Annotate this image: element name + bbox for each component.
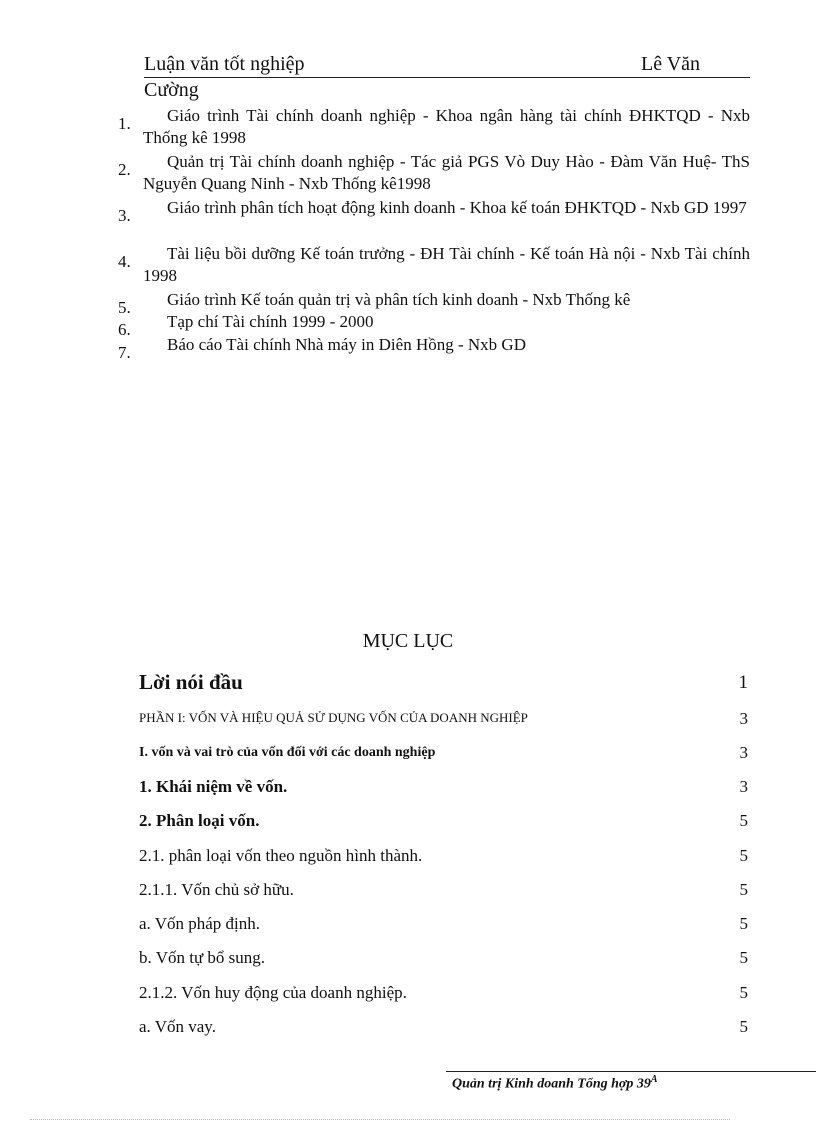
reference-number: 7. xyxy=(118,343,131,362)
reference-text: Tạp chí Tài chính 1999 - 2000 xyxy=(167,312,374,331)
toc-entry-label: 1. Khái niệm về vốn. xyxy=(139,777,288,796)
reference-text: Báo cáo Tài chính Nhà máy in Diên Hồng - Nxb GD xyxy=(167,335,526,354)
toc-entry-page: 5 xyxy=(739,914,748,933)
toc-entry-label: 2.1. phân loại vốn theo nguồn hình thành. xyxy=(139,846,423,865)
toc-entry-page: 3 xyxy=(739,743,748,762)
toc-entry-label: 2.1.1. Vốn chủ sở hữu. xyxy=(139,880,294,899)
page-footer xyxy=(452,1074,658,1093)
toc-entry-page: 5 xyxy=(739,846,748,865)
header-author: Lê Văn xyxy=(641,53,701,75)
footer-rule xyxy=(446,1071,816,1072)
toc-entry-page: 5 xyxy=(739,983,748,1002)
toc-entry-page: 3 xyxy=(739,709,748,728)
reference-number: 1. xyxy=(118,114,131,133)
reference-number: 3. xyxy=(118,206,131,225)
reference-item xyxy=(118,105,750,149)
toc-entry-label: Lời nói đầu xyxy=(139,670,243,694)
toc-entry-label: a. Vốn pháp định. xyxy=(139,914,261,933)
header-author-continuation: Cường xyxy=(144,79,199,101)
reference-text: Tài liệu bồi dưỡng Kế toán trưởng - ĐH Tài chính - Kế toán Hà nội - Nxb Tài chính 1998 xyxy=(143,244,750,285)
reference-item xyxy=(118,334,750,362)
reference-text: Giáo trình Tài chính doanh nghiệp - Khoa ngân hàng tài chính ĐHKTQD - Nxb Thống kê 1998 xyxy=(143,106,750,147)
toc-entry-page: 5 xyxy=(739,880,748,899)
toc-entry-page: 5 xyxy=(739,948,748,967)
page-bottom-divider xyxy=(30,1119,730,1120)
reference-text: Giáo trình phân tích hoạt động kinh doanh - Khoa kế toán ĐHKTQD - Nxb GD 1997 xyxy=(167,198,747,217)
toc-title: MỤC LỤC xyxy=(362,630,454,652)
toc-entry-label: 2.1.2. Vốn huy động của doanh nghiệp. xyxy=(139,983,407,1002)
reference-item xyxy=(118,243,750,287)
toc-entry-page: 5 xyxy=(739,811,748,830)
reference-item xyxy=(118,289,750,317)
toc-entry-label: PHẦN I: VỐN VÀ HIỆU QUẢ SỬ DỤNG VỐN CỦA DOANH NGHIỆP xyxy=(139,710,528,725)
header-thesis-label: Luận văn tốt nghiệp xyxy=(144,53,305,75)
footer-text: Quản trị Kinh doanh Tổng hợp 39 xyxy=(452,1076,651,1092)
reference-number: 6. xyxy=(118,320,131,339)
toc-entry-label: b. Vốn tự bổ sung. xyxy=(139,948,266,967)
toc-entry-label: a. Vốn vay. xyxy=(139,1017,216,1036)
toc-entry-page: 3 xyxy=(739,777,748,796)
toc-entry-page: 1 xyxy=(738,672,748,693)
reference-number: 5. xyxy=(118,298,131,317)
page-header xyxy=(144,53,750,78)
reference-text: Giáo trình Kế toán quản trị và phân tích kinh doanh - Nxb Thống kê xyxy=(167,290,631,309)
reference-item xyxy=(118,197,750,225)
toc-entry-page: 5 xyxy=(739,1017,748,1036)
toc-entry-label: I. vốn và vai trò của vốn đối với các doanh nghiệp xyxy=(139,745,436,760)
toc-entry-label: 2. Phân loại vốn. xyxy=(139,811,260,830)
reference-number: 4. xyxy=(118,252,131,271)
reference-number: 2. xyxy=(118,160,131,179)
reference-text: Quản trị Tài chính doanh nghiệp - Tác giả PGS Vò Duy Hào - Đàm Văn Huệ- ThS Nguyễn Quang Ninh - Nxb Thống kê1998 xyxy=(143,152,750,193)
footer-superscript: A xyxy=(650,1074,658,1085)
reference-item xyxy=(118,151,750,195)
reference-item xyxy=(118,311,750,339)
